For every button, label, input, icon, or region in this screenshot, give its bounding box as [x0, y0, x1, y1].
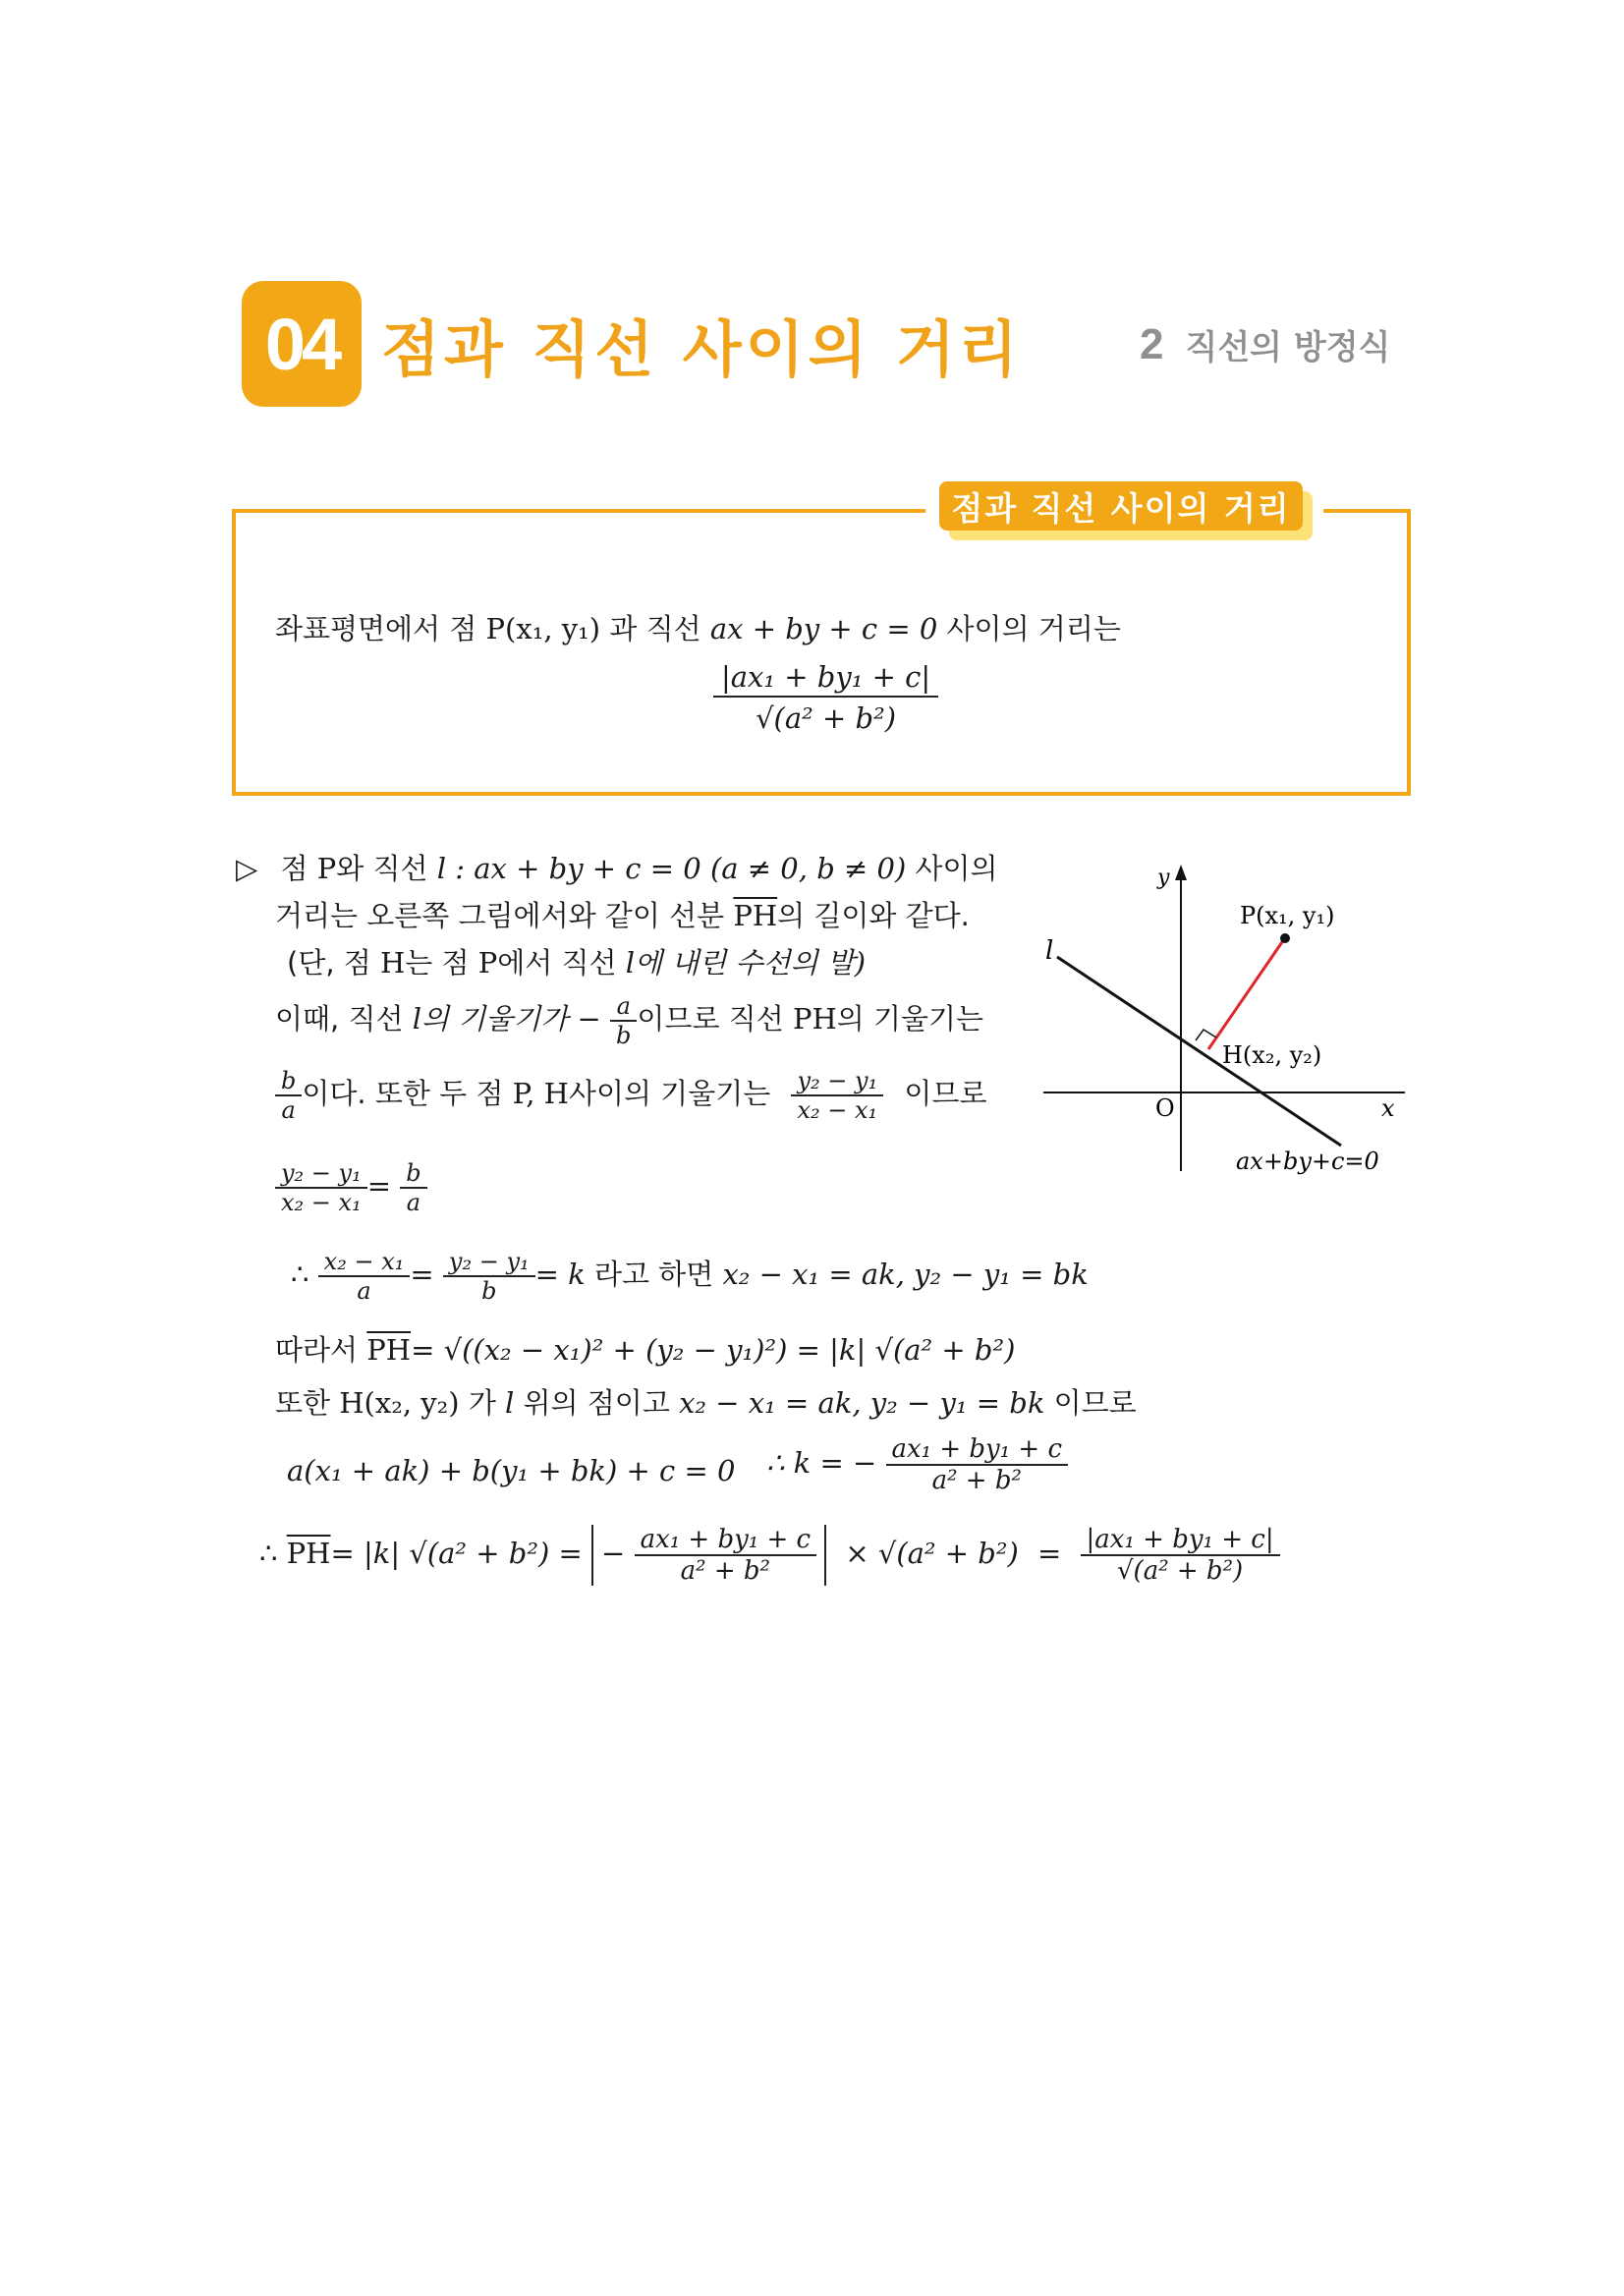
statement-line: ax + by + c = 0: [709, 612, 938, 645]
den: a² + b²: [680, 1556, 770, 1586]
num: y₂ − y₁: [275, 1159, 367, 1189]
line-equation: l : ax + by + c = 0: [436, 852, 701, 885]
right-angle-mark: [1196, 1030, 1216, 1040]
text: 이다. 또한 두 점: [302, 1077, 504, 1110]
num: y₂ − y₁: [443, 1248, 535, 1277]
proof-line-3: [287, 941, 866, 981]
point-p-label: P(x₁, y₁): [1240, 902, 1335, 929]
text: 위의 점이고: [523, 1386, 670, 1420]
formula-box: [232, 509, 1411, 796]
equals: =: [1037, 1537, 1062, 1570]
formula-denominator: √(a² + b²): [756, 701, 897, 735]
segment-ph: $\overline{PH}$: [366, 1333, 412, 1367]
box-statement: [275, 607, 1121, 647]
text: 의 길이와 같다.: [777, 899, 970, 932]
line-equation-label: ax+by+c=0: [1236, 1148, 1379, 1175]
text: 따라서: [275, 1333, 359, 1367]
condition: (a ≠ 0, b ≠ 0): [709, 852, 907, 885]
fraction: [318, 1248, 411, 1305]
text: l에 내린 수선의 발): [625, 946, 867, 980]
line-l-label: l: [1045, 936, 1054, 966]
y-axis-arrow-icon: [1175, 865, 1187, 880]
k-result: ∴ k = −: [766, 1446, 877, 1480]
den: x₂ − x₁: [797, 1096, 878, 1124]
equations: x₂ − x₁ = ak, y₂ − y₁ = bk: [679, 1386, 1045, 1420]
text: 이므로: [1053, 1386, 1137, 1420]
line-l: l: [505, 1386, 515, 1420]
equations: x₂ − x₁ = ak, y₂ − y₁ = bk: [722, 1258, 1089, 1291]
text: 또한: [275, 1386, 331, 1420]
proof-line-9: [275, 1381, 1137, 1422]
proof-line-5: [275, 1067, 986, 1124]
statement-mid: 과 직선: [609, 612, 701, 645]
proof-line-6: $\frac{\text{y₂ − y₁}}{\text{x₂ − x₁}}$ = $\frac{b}{a}$: [275, 1159, 427, 1216]
proof-line-4: 이때, 직선 l의 기울기가 − $\frac{a}{b}$ 이므로 직선 PH의 기울기는: [275, 992, 984, 1049]
num: a: [610, 992, 637, 1022]
distance-formula: [713, 658, 938, 739]
absolute-value: − $\frac{\text{ax₁ + by₁ + c}}{\text{a² + b²}}$: [591, 1525, 826, 1586]
text: 이때, 직선: [275, 1002, 404, 1036]
statement-point: P(x₁, y₁): [485, 612, 601, 645]
proof-line-11: [259, 1525, 1280, 1586]
coordinate-diagram: [1032, 861, 1425, 1185]
num: b: [275, 1067, 302, 1096]
num: ax₁ + by₁ + c: [886, 1434, 1069, 1466]
den: a² + b²: [931, 1466, 1022, 1495]
text: 점: [280, 852, 308, 885]
num: x₂ − x₁: [318, 1248, 411, 1277]
formula-numerator: |ax₁ + by₁ + c|: [713, 658, 938, 698]
fraction: [443, 1248, 535, 1305]
point-h-label: H(x₂, y₂): [1222, 1041, 1322, 1069]
num: b: [400, 1159, 426, 1189]
distance-expression: = √((x₂ − x₁)² + (y₂ − y₁)²) = |k| √(a² + b²): [411, 1333, 1016, 1367]
chapter-title: 직선의 방정식: [1185, 328, 1391, 367]
x-axis-label: x: [1381, 1094, 1395, 1122]
den: b: [616, 1022, 632, 1049]
text: 이므로: [904, 1077, 987, 1110]
text: P, H사이의 기울기는: [512, 1077, 771, 1110]
den: a: [406, 1189, 421, 1216]
text: PH의 기울기는: [792, 1002, 984, 1036]
num: y₂ − y₁: [791, 1067, 883, 1096]
slope-b-over-a: [275, 1067, 302, 1124]
times-root: × √(a² + b²): [845, 1537, 1019, 1570]
point-h: H(x₂, y₂): [339, 1386, 460, 1420]
expression: = |k| √(a² + b²) =: [330, 1537, 583, 1570]
text: 사이의: [915, 852, 998, 885]
text: 이므로 직선: [637, 1002, 784, 1036]
chapter-number: 2: [1140, 320, 1164, 368]
section-title: 점과 직선 사이의 거리: [381, 313, 1022, 385]
y-axis-label: y: [1157, 866, 1170, 890]
k-definition: = k: [534, 1258, 586, 1291]
section-number-badge: 04: [242, 281, 362, 407]
final-fraction: [1081, 1525, 1280, 1586]
den: √(a² + b²): [1116, 1556, 1244, 1586]
text: 라고 하면: [593, 1258, 714, 1291]
text: 가: [468, 1386, 496, 1420]
therefore-symbol: ∴: [259, 1537, 278, 1570]
num: |ax₁ + by₁ + c|: [1081, 1525, 1280, 1556]
equation-right-fraction: [400, 1159, 426, 1216]
formula-box-title: 점과 직선 사이의 거리: [939, 481, 1303, 531]
den: b: [481, 1277, 497, 1305]
perpendicular-segment: [1208, 939, 1284, 1049]
k-fraction: [886, 1434, 1069, 1495]
equation-left-fraction: [275, 1159, 367, 1216]
chapter-reference: [1140, 320, 1390, 369]
statement-prefix: 좌표평면에서 점: [275, 612, 477, 645]
den: a: [281, 1096, 296, 1124]
substitution-equation: a(x₁ + ak) + b(y₁ + bk) + c = 0: [287, 1454, 736, 1487]
proof-line-2: [275, 894, 970, 934]
proof-line-10-right: [766, 1434, 1068, 1495]
den: x₂ − x₁: [281, 1189, 362, 1216]
text: H는 점: [380, 946, 470, 980]
proof-line-10-left: [287, 1454, 735, 1487]
proof-line-8: [275, 1328, 1015, 1369]
slope-fraction: [610, 992, 637, 1049]
text: (단, 점: [287, 946, 371, 980]
segment-ph: $\overline{PH}$: [286, 1537, 331, 1570]
point-p-dot: [1280, 933, 1290, 943]
therefore-symbol: ∴: [291, 1258, 309, 1291]
text: P와 직선: [316, 852, 428, 885]
den: a: [357, 1277, 371, 1305]
proof-line-1: [236, 847, 998, 887]
triangle-marker-icon: ▷: [236, 852, 258, 885]
text: P에서 직선: [477, 946, 617, 980]
text: l의 기울기가: [412, 1002, 569, 1036]
slope-ph-fraction: [791, 1067, 883, 1124]
proof-line-7: ∴ $\frac{\text{x₂ − x₁}}{a}$ = $\frac{\text{y₂ − y₁}}{b}$ = k 라고 하면 x₂ − x₁ = ak, y₂ − y₁ = bk: [291, 1248, 1089, 1305]
formula-box-title-tag: [939, 481, 1309, 538]
origin-label: O: [1155, 1094, 1175, 1122]
statement-suffix: 사이의 거리는: [946, 612, 1121, 645]
num: ax₁ + by₁ + c: [635, 1525, 817, 1556]
fraction: [635, 1525, 817, 1586]
segment-ph: $\overline{PH}$: [733, 899, 778, 932]
text: 거리는 오른쪽 그림에서와 같이 선분: [275, 899, 725, 932]
box-formula: [713, 658, 938, 739]
